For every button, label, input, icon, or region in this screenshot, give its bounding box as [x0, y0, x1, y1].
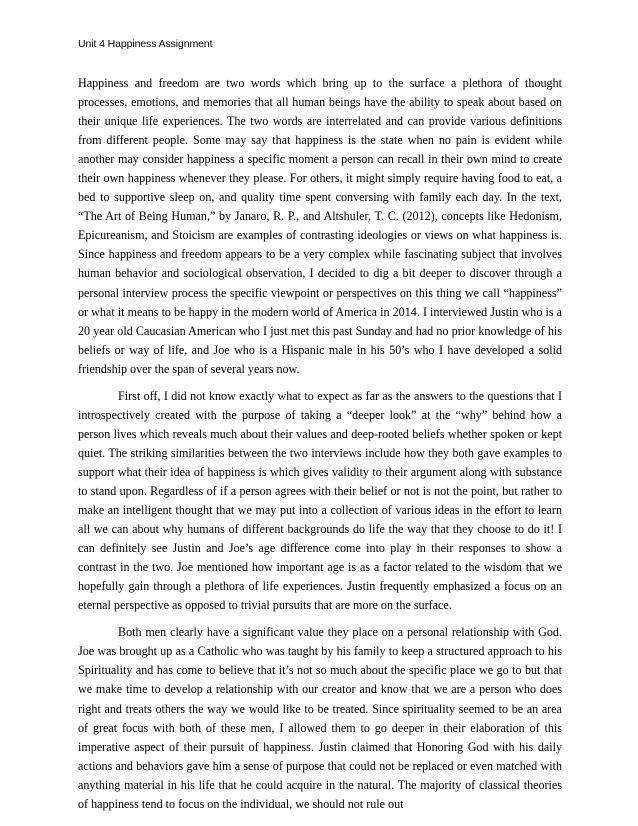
document-body	[78, 74, 562, 814]
page-header: Unit 4 Happiness Assignment	[78, 38, 213, 50]
paragraph-2: First off, I did not know exactly what to expect as far as the answers to the questions that I introspectively created with the purpose of taking a “deeper look” at the “why” behind how a person lives which reveals much about their values and deep-rooted beliefs whether spoken or kept quiet. The striking similarities between the two interviews include how they both gave examples to support what their idea of happiness is which gives validity to their argument along with substance to stand upon. Regardless of if a person agrees with their belief or not is not the point, but rather to make an intelligent thought that we may put into a collection of various ideas in the effort to learn all we can about why humans of different backgrounds do life the way that they choose to do it! I can definitely see Justin and Joe’s age difference come into play in their responses to show a contrast in the two. Joe mentioned how important age is as a factor related to the wisdom that we hopefully gain through a plethora of life experiences. Justin frequently emphasized a focus on an eternal perspective as opposed to trivial pursuits that are more on the surface.	[78, 388, 562, 613]
paragraph-3: Both men clearly have a significant value they place on a personal relationship with God. Joe was brought up as a Catholic who was taught by his family to keep a structured approach to his Spirituality and has come to believe that it’s not so much about the specific place we go to but that we make time to develop a relationship with our creator and know that we are a person who does right and treats others the way we would like to be treated. Since spirituality seemed to be an area of great focus with both of these men, I allowed them to go deeper in their elaboration of this imperative aspect of their pursuit of happiness. Justin claimed that Honoring God with his daily actions and behaviors gave him a sense of purpose that could not be replaced or even matched with anything material in his life that he could acquire in the natural. The majority of classical theories of happiness tend to focus on the individual, we should not rule out	[78, 625, 562, 811]
paragraph-1: Happiness and freedom are two words which bring up to the surface a plethora of thought processes, emotions, and memories that all human beings have the ability to speak about based on their unique life experiences. The two words are interrelated and can provide various definitions from different people. Some may say that happiness is the state when no pain is evident while another may consider happiness a specific moment a person can recall in their own mind to create their own happiness whenever they please. For others, it might simply require having food to eat, a bed to supportive sleep on, and quality time spent conversing with family each day. In the text, “The Art of Being Human,” by Janaro, R. P., and Altshuler, T. C. (2012), concepts like Hedonism, Epicureanism, and Stoicism are examples of contrasting ideologies or views on what happiness is. Since happiness and freedom appears to be a very complex while fascinating subject that involves human behavior and sociological observation, I decided to dig a bit deeper to discover through a personal interview process the specific viewpoint or perspectives on this thing we call “happiness” or what it means to be happy in the modern world of America in 2014. I interviewed Justin who is a 20 year old Caucasian American who I just met this past Sunday and had no prior knowledge of his beliefs or way of life, and Joe who is a Hispanic male in his 50’s who I have developed a solid friendship over the span of several years now.	[78, 76, 562, 376]
